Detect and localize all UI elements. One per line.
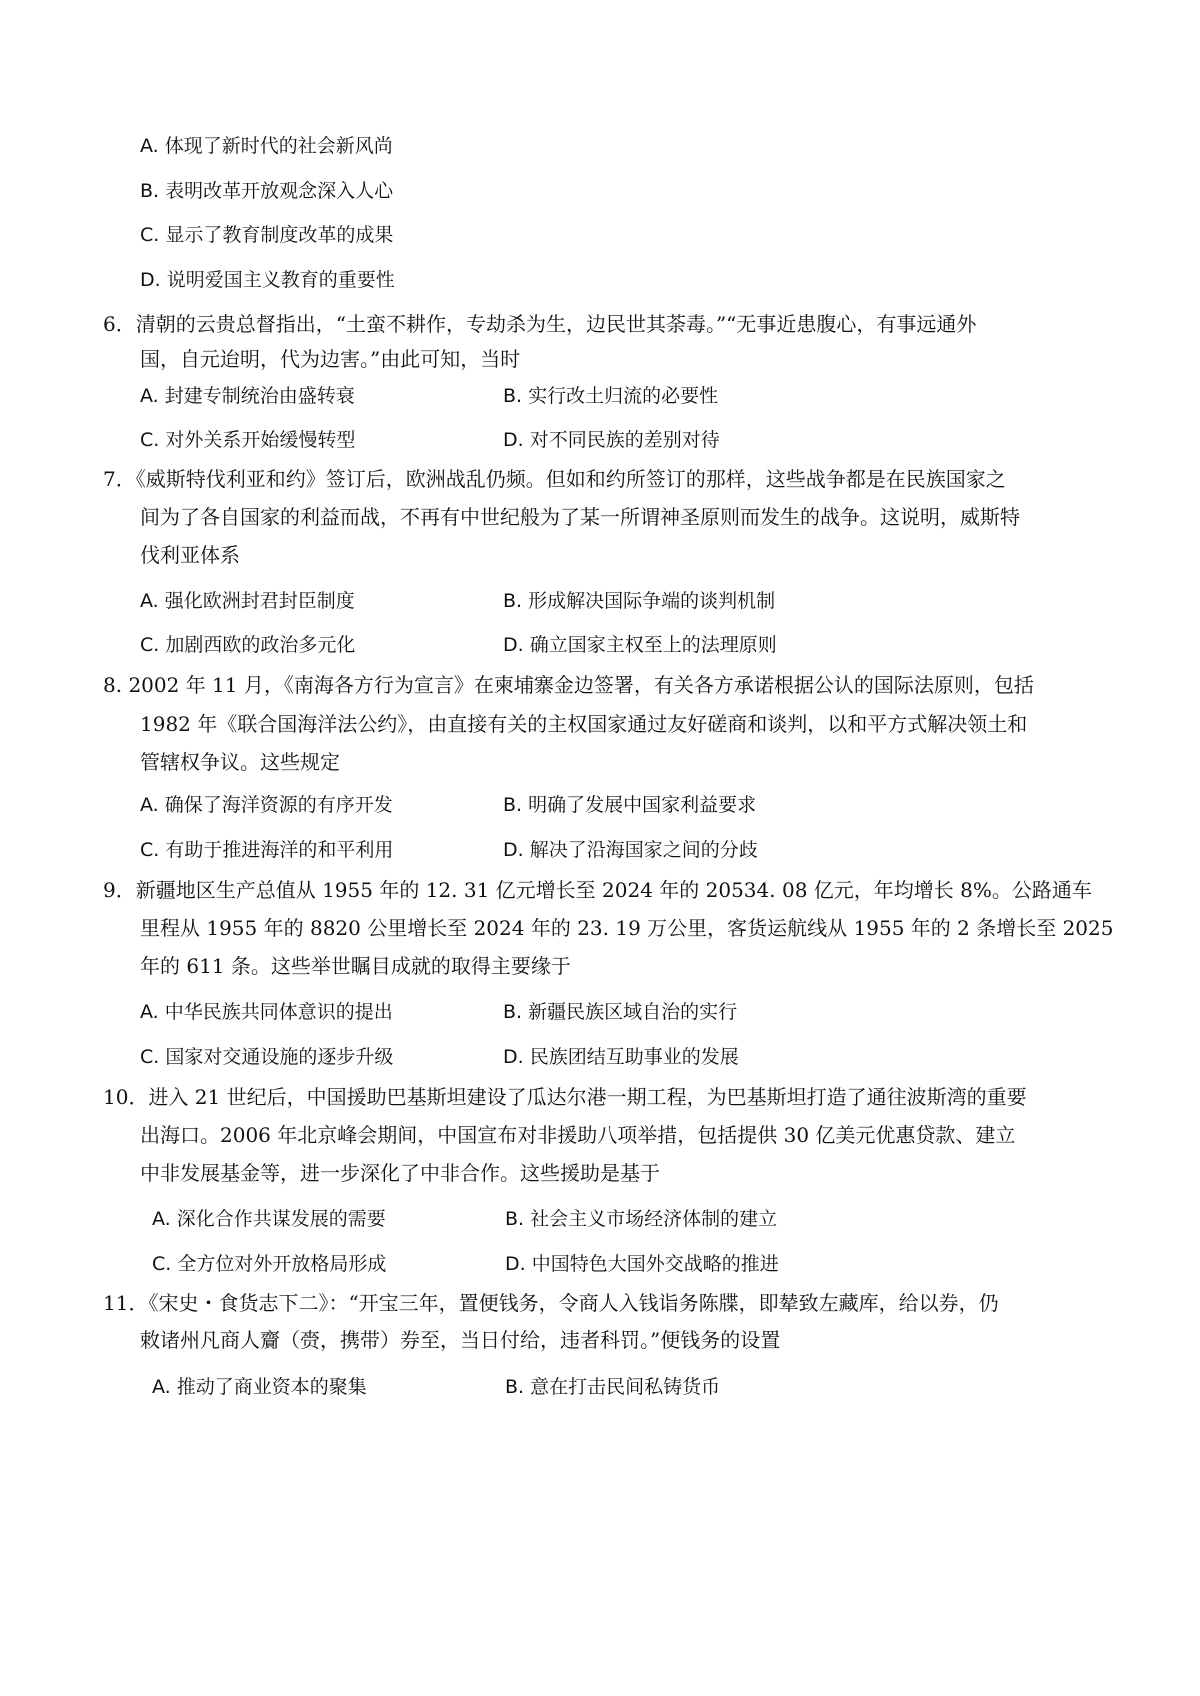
q11-stem-line-1: 11．《宋史・食货志下二》：“开宝三年，置便钱务，令商人入钱诣务陈牒，即辇致左藏库，给以券，仍 [103, 1291, 999, 1315]
q9-stem-line-2: 里程从 1955 年的 8820 公里增长至 2024 年的 23. 19 万公里，客货运航线从 1955 年的 2 条增长至 2025 [140, 916, 1114, 940]
q10-stem-line-3: 中非发展基金等，进一步深化了中非合作。这些援助是基于 [140, 1161, 660, 1185]
q5-option-d: D. 说明爱国主义教育的重要性 [140, 269, 395, 291]
q6-stem-line-1: 6．清朝的云贵总督指出，“土蛮不耕作，专劫杀为生，边民世其荼毒。”“无事近患腹心，有事远通外 [103, 312, 977, 336]
q7-stem-line-3: 伐利亚体系 [140, 543, 240, 567]
q10-option-c: C. 全方位对外开放格局形成 [152, 1253, 387, 1275]
q5-option-a: A. 体现了新时代的社会新风尚 [140, 135, 393, 157]
q9-option-a: A. 中华民族共同体意识的提出 [140, 1001, 393, 1023]
q9-option-b: B. 新疆民族区域自治的实行 [503, 1001, 738, 1023]
q7-option-d: D. 确立国家主权至上的法理原则 [503, 634, 777, 656]
q9-stem-line-3: 年的 611 条。这些举世瞩目成就的取得主要缘于 [140, 954, 571, 978]
q8-option-a: A. 确保了海洋资源的有序开发 [140, 794, 393, 816]
q10-option-a: A. 深化合作共谋发展的需要 [152, 1208, 386, 1230]
q7-option-b: B. 形成解决国际争端的谈判机制 [503, 590, 776, 612]
q10-stem-line-1: 10．进入 21 世纪后，中国援助巴基斯坦建设了瓜达尔港一期工程，为巴基斯坦打造了通往波斯湾的重要 [103, 1085, 1027, 1109]
q8-option-d: D. 解决了沿海国家之间的分歧 [503, 839, 758, 861]
q10-option-b: B. 社会主义市场经济体制的建立 [505, 1208, 778, 1230]
q6-option-a: A. 封建专制统治由盛转衰 [140, 385, 355, 407]
q8-stem-line-2: 1982 年《联合国海洋法公约》，由直接有关的主权国家通过友好磋商和谈判，以和平方式解决领土和 [140, 712, 1028, 736]
q8-stem-line-1: 8. 2002 年 11 月，《南海各方行为宣言》在柬埔寨金边签署，有关各方承诺根据公认的国际法原则，包括 [103, 673, 1034, 697]
q10-stem-line-2: 出海口。2006 年北京峰会期间，中国宣布对非援助八项举措，包括提供 30 亿美元优惠贷款、建立 [140, 1123, 1016, 1147]
q5-option-c: C. 显示了教育制度改革的成果 [140, 224, 394, 246]
q6-option-d: D. 对不同民族的差别对待 [503, 429, 720, 451]
q7-option-c: C. 加剧西欧的政治多元化 [140, 634, 356, 656]
q7-option-a: A. 强化欧洲封君封臣制度 [140, 590, 355, 612]
q8-option-c: C. 有助于推进海洋的和平利用 [140, 839, 394, 861]
q6-option-b: B. 实行改土归流的必要性 [503, 385, 719, 407]
q7-stem-line-1: 7．《威斯特伐利亚和约》签订后，欧洲战乱仍频。但如和约所签订的那样，这些战争都是在民族国家之 [103, 467, 1006, 491]
q6-stem-line-2: 国，自元迨明，代为边害。”由此可知，当时 [140, 347, 521, 371]
q6-option-c: C. 对外关系开始缓慢转型 [140, 429, 356, 451]
q5-option-b: B. 表明改革开放观念深入人心 [140, 180, 394, 202]
q9-option-c: C. 国家对交通设施的逐步升级 [140, 1046, 394, 1068]
q11-option-a: A. 推动了商业资本的聚集 [152, 1376, 367, 1398]
q11-option-b: B. 意在打击民间私铸货币 [505, 1376, 721, 1398]
q9-option-d: D. 民族团结互助事业的发展 [503, 1046, 739, 1068]
q9-stem-line-1: 9．新疆地区生产总值从 1955 年的 12. 31 亿元增长至 2024 年的 20534. 08 亿元，年均增长 8%。公路通车 [103, 878, 1092, 902]
q7-stem-line-2: 间为了各自国家的利益而战，不再有中世纪般为了某一所谓神圣原则而发生的战争。这说明，威斯特 [140, 505, 1020, 529]
q10-option-d: D. 中国特色大国外交战略的推进 [505, 1253, 779, 1275]
q8-stem-line-3: 管辖权争议。这些规定 [140, 750, 340, 774]
q8-option-b: B. 明确了发展中国家利益要求 [503, 794, 757, 816]
q11-stem-line-2: 敕诸州凡商人齎（赍，携带）券至，当日付给，违者科罚。”便钱务的设置 [140, 1328, 781, 1352]
